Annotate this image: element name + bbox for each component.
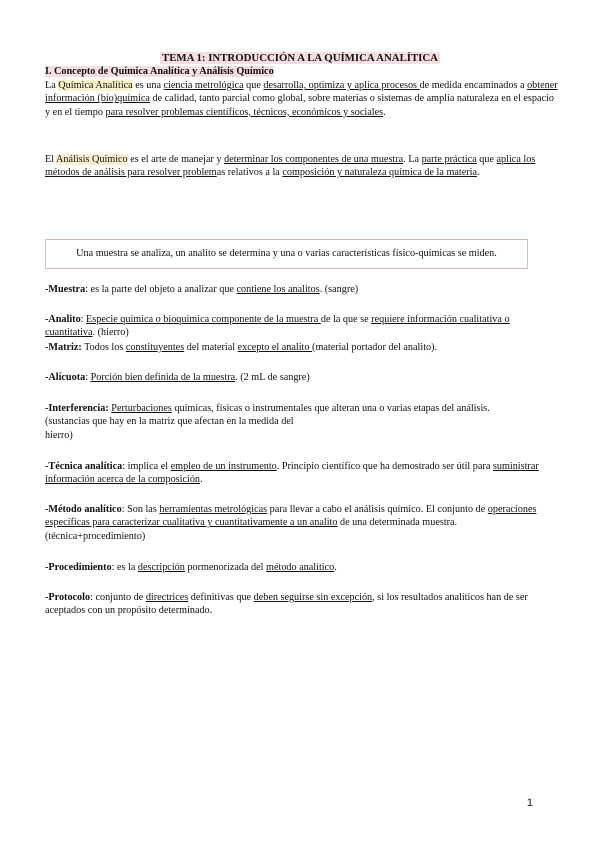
text: que <box>476 154 497 165</box>
underlined-text: deben seguirse sin excepción <box>253 592 373 603</box>
underlined-text: constituyentes <box>125 342 185 353</box>
underlined-text: para resolver problemas científicos, técnicos, económicos y sociales <box>105 106 384 118</box>
highlighted-term: Análisis Químico <box>56 154 128 165</box>
text: : es la <box>111 562 138 573</box>
text: de una determinada muestra. <box>337 517 458 529</box>
underlined-text: método analítico <box>266 562 335 573</box>
underlined-text: descripción <box>137 562 185 573</box>
section-heading <box>45 65 561 78</box>
term-muestra <box>45 283 561 296</box>
paragraph-analisis-quimico <box>45 153 561 180</box>
underlined-text: excepto el analito <box>237 342 313 353</box>
term-tecnica-analitica <box>45 460 561 487</box>
text: . <box>200 474 203 486</box>
callout-box <box>45 239 528 269</box>
text: para llevar a cabo el análisis químico. El conjunto de <box>267 504 488 515</box>
term-interferencia <box>45 402 561 442</box>
underlined-text: directrices <box>145 592 189 603</box>
text: . La <box>403 154 422 165</box>
metodo-line <box>45 503 561 530</box>
underlined-text: empleo de un instrumento <box>170 461 277 472</box>
paragraph-quimica-analitica <box>45 79 561 119</box>
text: : conjunto de <box>90 592 146 603</box>
highlighted-term: Química Analítica <box>58 80 133 91</box>
term-procedimiento <box>45 561 561 574</box>
underlined-text: determinar los componentes de una muestra <box>224 154 404 165</box>
text: de medida encaminados a <box>419 80 528 91</box>
underlined-text: aplica los métodos de análisis para resolver problem <box>45 154 536 179</box>
text: definitivas que <box>188 592 254 603</box>
underlined-text: composición y naturaleza química de la materia <box>282 167 477 179</box>
text: químicas, físicas o instrumentales que alteran una o varias etapas del análisis. <box>171 403 490 414</box>
text: . <box>477 167 480 179</box>
term-alicuota <box>45 371 561 384</box>
interferencia-line <box>45 402 561 415</box>
text: : <box>85 372 91 383</box>
term-label: -Interferencia: <box>45 403 109 414</box>
page-title <box>0 51 600 65</box>
page-number: 1 <box>526 797 533 809</box>
text: : <box>80 314 87 325</box>
callout-text: Una muestra se analiza, un analito se determina y una o varias características físico-químicas se miden. <box>76 248 497 259</box>
text: . Principio científico que ha demostrado ser útil para <box>276 461 493 472</box>
underlined-text: desarrolla, optimiza y aplica procesos <box>263 80 420 91</box>
text: pormenorizada del <box>184 562 267 573</box>
text: El <box>45 154 57 165</box>
text: . (2 mL de sangre) <box>235 372 310 383</box>
underlined-text: contiene los analitos <box>236 284 320 295</box>
term-label: -Método analítico <box>45 504 122 515</box>
text: as relativos a la <box>216 167 283 179</box>
text: (material portador del analito). <box>312 342 438 353</box>
term-metodo-analitico <box>45 503 561 543</box>
text: . <box>383 106 386 118</box>
term-protocolo <box>45 591 561 618</box>
section-heading-text: I. Concepto de Química Analítica y Análisis Químico <box>45 66 274 77</box>
text: del material <box>184 342 238 353</box>
text: : implica el <box>122 461 171 472</box>
term-label: -Protocolo <box>45 592 91 603</box>
underlined-text: Porción bien definida de la muestra <box>90 372 236 383</box>
interferencia-note-line: (sustancias que hay en la matriz que afectan en la medida del <box>45 416 294 428</box>
underlined-text: herramientas metrológicas <box>159 504 268 515</box>
text: . (hierro) <box>92 327 129 339</box>
term-label: -Matriz: <box>45 342 82 353</box>
term-matriz <box>45 341 561 354</box>
underlined-text: parte práctica <box>421 154 477 165</box>
underlined-text: requiere información cualitativa o cuantitativa <box>45 314 510 339</box>
underlined-text: operaciones específicas para caracterizar cualitativa y cuantitativamente a un analito <box>45 504 537 529</box>
term-label: -Técnica analítica <box>45 461 123 472</box>
text: : es la parte del objeto a analizar que <box>85 284 237 295</box>
underlined-text: ciencia metrológica <box>163 80 244 91</box>
underlined-text: Perturbaciones <box>111 403 172 414</box>
text: de calidad, tanto parcial como global, sobre materias o sistemas de amplia naturaleza en el espacio y en el tiempo <box>45 93 554 118</box>
text: es el arte de manejar y <box>127 154 225 165</box>
page-title-text: TEMA 1: INTRODUCCIÓN A LA QUÍMICA ANALÍTICA <box>162 52 438 64</box>
term-label: -Procedimiento <box>45 562 112 573</box>
text: de la que se <box>320 314 372 325</box>
underlined-text: Especie química o bioquímica componente de la muestra <box>86 314 321 325</box>
text: . (sangre) <box>319 284 359 295</box>
term-label: -Muestra <box>45 284 86 295</box>
term-label: -Alícuota <box>45 372 86 383</box>
text: que <box>243 80 264 91</box>
term-analito <box>45 313 561 340</box>
text: Todos los <box>81 342 126 353</box>
underlined-text: suministrar información acerca de la composición <box>45 461 539 486</box>
underlined-text: obtener información (bio)química <box>45 80 558 105</box>
term-label: -Analito <box>45 314 81 325</box>
text: es una <box>132 80 164 91</box>
text: : Son las <box>121 504 160 515</box>
text: . <box>334 562 337 573</box>
text: La <box>45 80 59 91</box>
metodo-note-line: (técnica+procedimiento) <box>45 530 146 542</box>
interferencia-note-line: hierro) <box>45 429 73 441</box>
text: , si los resultados analíticos han de ser aceptados con un propósito determinado. <box>45 592 528 617</box>
